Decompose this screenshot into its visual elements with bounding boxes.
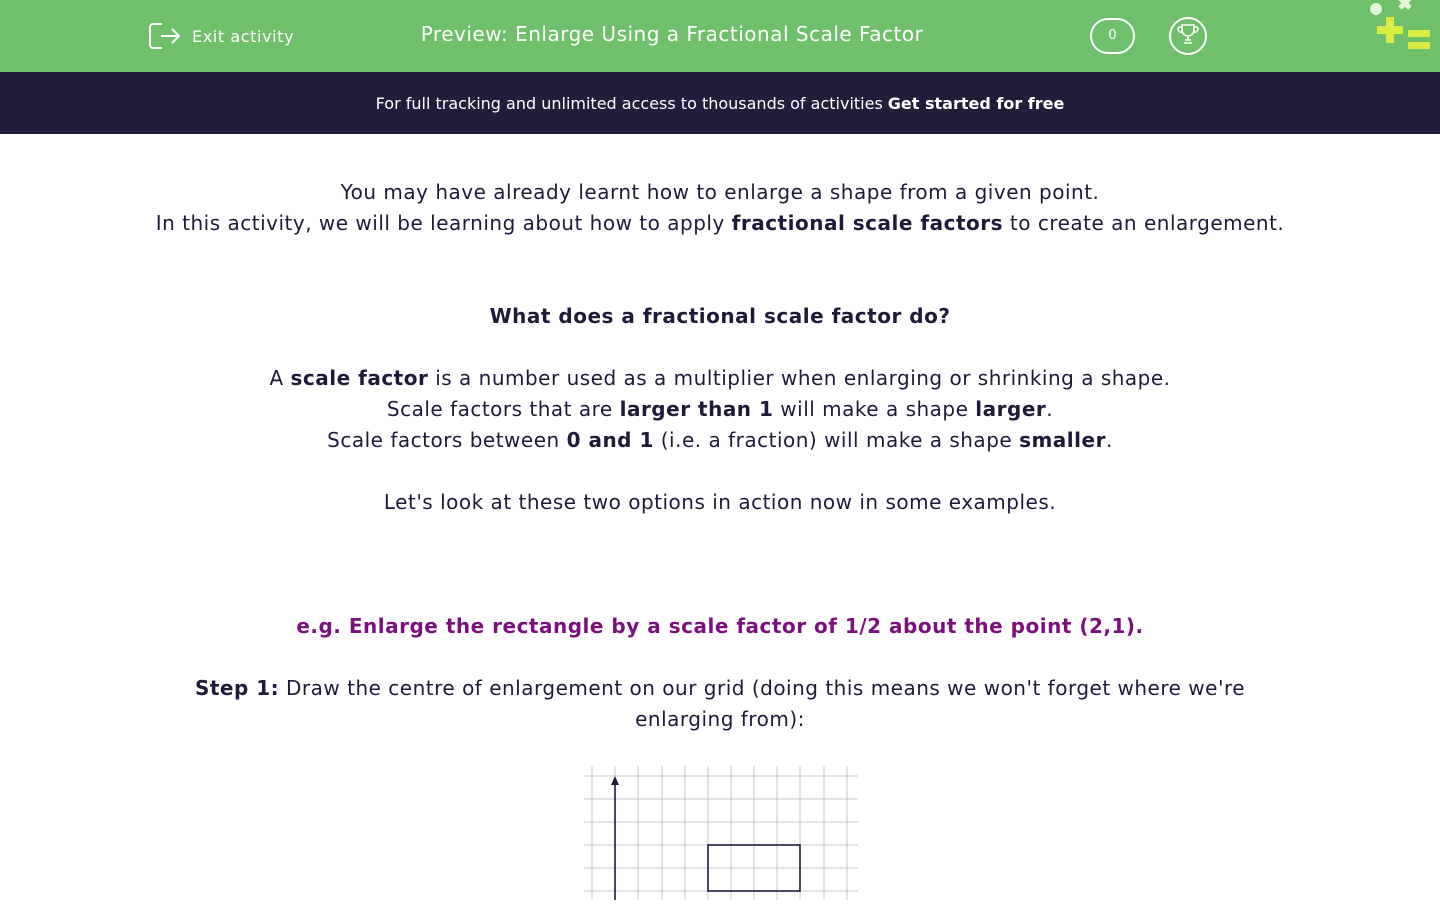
step-label: Step 1: <box>194 676 280 700</box>
top-bar <box>0 0 1440 72</box>
example-question: e.g. Enlarge the rectangle by a scale factor of 1/2 about the point (2,1). <box>296 614 1144 638</box>
exit-activity-label: Exit activity <box>192 26 295 46</box>
logo-icon <box>1360 0 1440 60</box>
trophy-icon <box>1176 22 1200 50</box>
trophy-button[interactable] <box>1169 17 1207 55</box>
banner-text: For full tracking and unlimited access to thousands of activities <box>375 93 883 113</box>
page-title: Preview: Enlarge Using a Fractional Scale Factor <box>420 22 924 46</box>
explain-line-2: Scale factors that are larger than 1 will make a shape larger. <box>386 397 1054 421</box>
explain-line-1: A scale factor is a number used as a multiplier when enlarging or shrinking a shape. <box>269 366 1171 390</box>
step-description: Draw the centre of enlargement on our grid (doing this means we won't forget where we're enlarging from): <box>286 676 1246 731</box>
look-text: Let's look at these two options in action now in some examples. <box>383 490 1057 514</box>
promo-banner <box>0 72 1440 134</box>
intro-line-1: You may have already learnt how to enlarge a shape from a given point. <box>340 180 1100 204</box>
section-heading: What does a fractional scale factor do? <box>489 304 951 328</box>
intro-paragraph <box>0 177 1440 239</box>
y-axis-arrow <box>611 776 619 785</box>
coordinate-grid <box>584 766 858 904</box>
exit-icon <box>148 21 182 51</box>
explanation-paragraph <box>0 363 1440 456</box>
exit-activity-button[interactable] <box>148 20 294 52</box>
get-started-link[interactable]: Get started for free <box>887 93 1065 113</box>
score-badge: 0 <box>1090 18 1135 54</box>
step-1-text <box>190 673 1250 735</box>
intro-line-2: In this activity, we will be learning about how to apply fractional scale factors to create an enlargement. <box>155 211 1285 235</box>
explain-line-3: Scale factors between 0 and 1 (i.e. a fraction) will make a shape smaller. <box>327 428 1113 452</box>
